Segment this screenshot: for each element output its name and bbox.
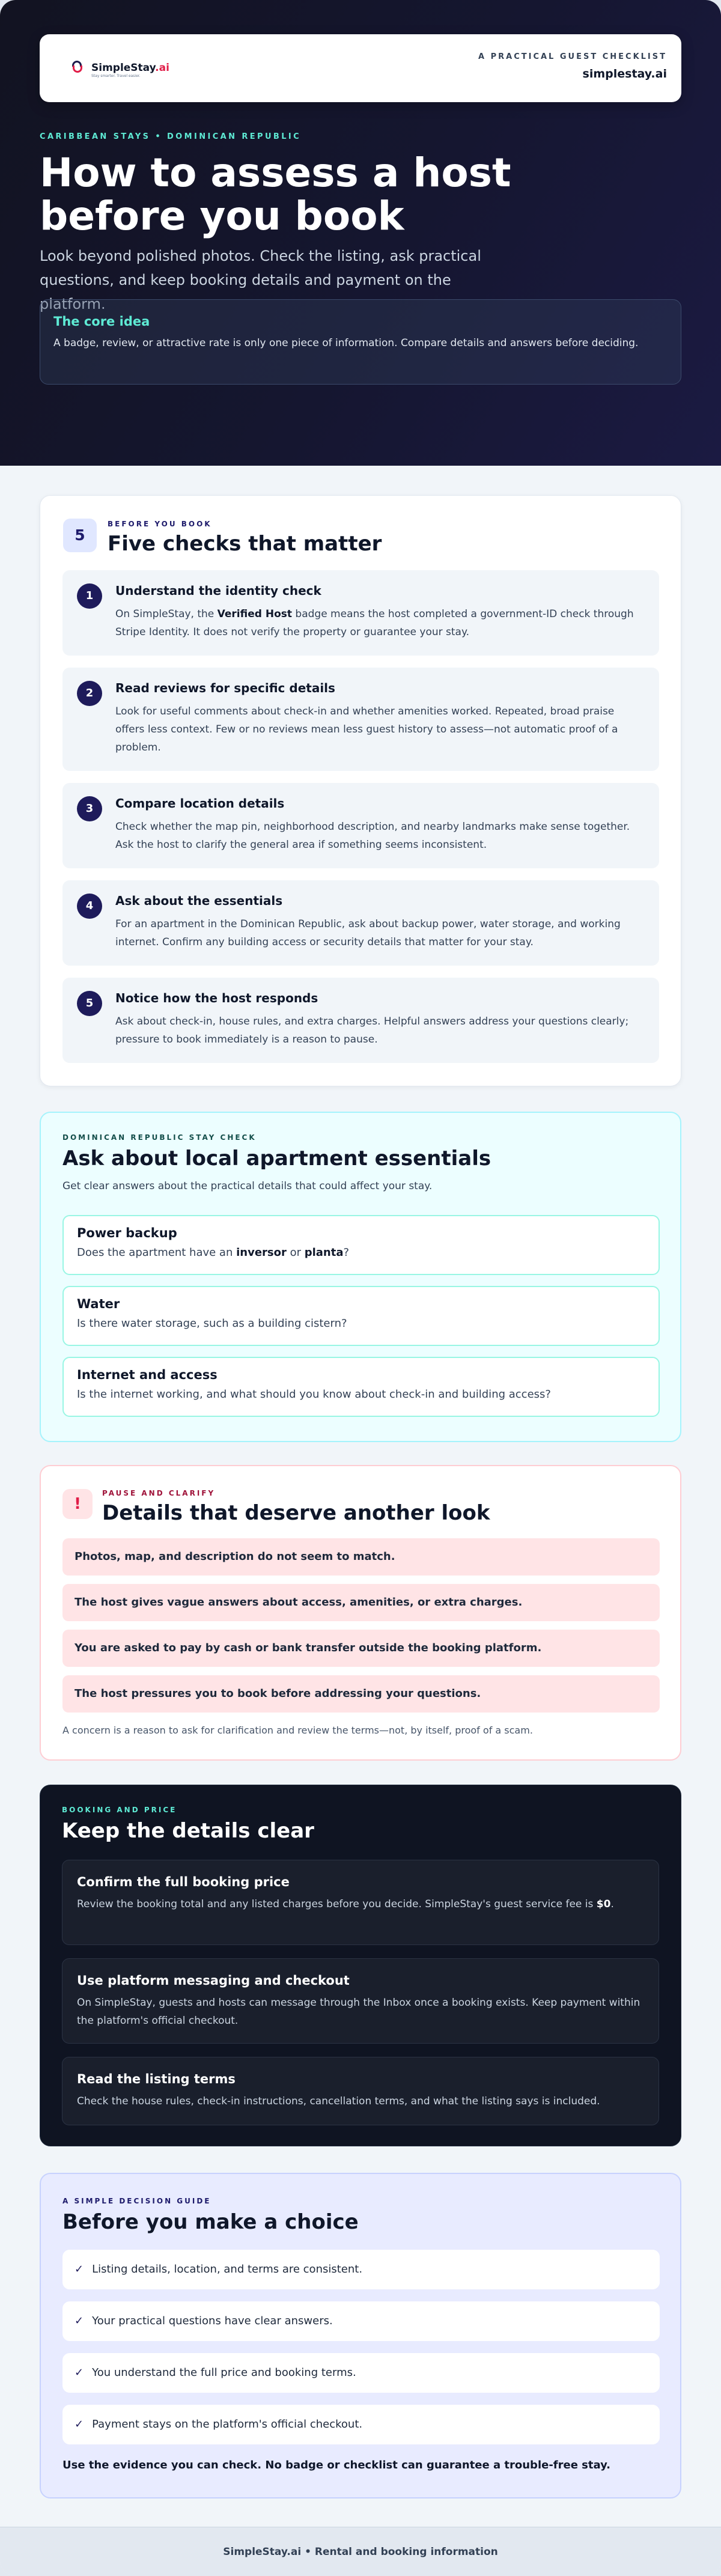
step-number: 1 bbox=[77, 583, 102, 609]
decision-item: ✓ Your practical questions have clear answers. bbox=[62, 2301, 660, 2341]
check-title: Understand the identity check bbox=[115, 583, 321, 598]
section-title: Details that deserve another look bbox=[102, 1501, 490, 1525]
page-title: How to assess a host before you book bbox=[40, 150, 511, 239]
check-item bbox=[62, 668, 659, 771]
hero-section bbox=[0, 0, 721, 466]
check-icon: ✓ bbox=[75, 2366, 84, 2379]
essential-text: Is there water storage, such as a building cistern? bbox=[77, 1317, 347, 1330]
step-number: 5 bbox=[77, 991, 102, 1016]
brand-name: SimpleStay.ai bbox=[91, 62, 169, 74]
booking-item-title: Read the listing terms bbox=[77, 2072, 236, 2086]
brand-tagline: Stay smarter. Travel easier. bbox=[91, 74, 141, 78]
header-domain[interactable]: simplestay.ai bbox=[582, 67, 667, 81]
logo-s-icon bbox=[71, 60, 84, 76]
check-text: Look for useful comments about check-in and whether amenities worked. Repeated, broad praise offers less context. Few or no reviews mean less guest history to assess—not automatic proof of a problem. bbox=[115, 705, 618, 754]
booking-messaging-item bbox=[62, 1958, 659, 2044]
check-title: Compare location details bbox=[115, 796, 285, 811]
section-note: Use the evidence you can check. No badge or checklist can guarantee a trouble-free stay. bbox=[62, 2459, 611, 2471]
decision-item: ✓ Payment stays on the platform's official checkout. bbox=[62, 2405, 660, 2444]
section-subtitle: Get clear answers about the practical details that could affect your stay. bbox=[62, 1180, 433, 1192]
five-checks-card bbox=[40, 495, 681, 1086]
section-title: Five checks that matter bbox=[108, 532, 382, 556]
check-text: Ask about check-in, house rules, and extra charges. Helpful answers address your questions clearly; pressure to book immediately is a reason to pause. bbox=[115, 1015, 629, 1046]
booking-price-item bbox=[62, 1860, 659, 1945]
section-kicker: BOOKING AND PRICE bbox=[62, 1806, 177, 1814]
booking-item-title: Use platform messaging and checkout bbox=[77, 1973, 350, 1988]
check-icon: ✓ bbox=[75, 2418, 84, 2431]
essential-title: Water bbox=[77, 1297, 120, 1311]
check-item bbox=[62, 783, 659, 868]
check-title: Read reviews for specific details bbox=[115, 681, 335, 695]
decision-item: ✓ You understand the full price and booking terms. bbox=[62, 2353, 660, 2393]
essential-title: Internet and access bbox=[77, 1368, 218, 1382]
check-item bbox=[62, 880, 659, 966]
core-idea-box bbox=[40, 299, 681, 385]
essential-power bbox=[62, 1215, 660, 1275]
core-idea-title: The core idea bbox=[53, 314, 150, 329]
alert-icon: ! bbox=[62, 1489, 93, 1519]
brand-logo[interactable] bbox=[71, 57, 169, 79]
count-badge: 5 bbox=[63, 519, 97, 552]
check-item bbox=[62, 978, 659, 1063]
booking-terms-item bbox=[62, 2057, 659, 2125]
decision-guide-card bbox=[40, 2173, 681, 2498]
booking-item-text: Check the house rules, check-in instructions, cancellation terms, and what the listing says is included. bbox=[77, 2095, 600, 2107]
booking-card bbox=[40, 1785, 681, 2146]
section-title: Before you make a choice bbox=[62, 2210, 359, 2234]
check-icon: ✓ bbox=[75, 2315, 84, 2327]
hero-subtitle: Look beyond polished photos. Check the listing, ask practical questions, and keep booking details and payment on the platform. bbox=[40, 248, 481, 312]
header-meta bbox=[478, 52, 667, 81]
check-title: Notice how the host responds bbox=[115, 991, 318, 1005]
check-item bbox=[62, 570, 659, 656]
step-number: 4 bbox=[77, 894, 102, 919]
check-title: Ask about the essentials bbox=[115, 894, 283, 908]
booking-item-text: Review the booking total and any listed charges before you decide. SimpleStay's guest service fee is $0. bbox=[77, 1898, 614, 1910]
hero-kicker: CARIBBEAN STAYS • DOMINICAN REPUBLIC bbox=[40, 132, 302, 141]
header-kicker: A PRACTICAL GUEST CHECKLIST bbox=[478, 52, 667, 61]
section-kicker: DOMINICAN REPUBLIC STAY CHECK bbox=[62, 1133, 257, 1142]
check-text: For an apartment in the Dominican Republic, ask about backup power, water storage, and working internet. Confirm any building access or security details that matter for your stay. bbox=[115, 918, 621, 948]
section-kicker: A SIMPLE DECISION GUIDE bbox=[62, 2197, 211, 2205]
red-flags-card bbox=[40, 1465, 681, 1761]
flag-item: The host pressures you to book before addressing your questions. bbox=[62, 1675, 660, 1713]
essential-internet bbox=[62, 1357, 660, 1417]
essential-water bbox=[62, 1286, 660, 1346]
check-icon: ✓ bbox=[75, 2263, 84, 2276]
essential-text: Does the apartment have an inversor or planta? bbox=[77, 1246, 350, 1259]
booking-item-title: Confirm the full booking price bbox=[77, 1875, 290, 1889]
booking-item-text: On SimpleStay, guests and hosts can message through the Inbox once a booking exists. Keep payment within the platform's official checkout. bbox=[77, 1997, 640, 2027]
section-title: Ask about local apartment essentials bbox=[62, 1146, 491, 1171]
flag-item: The host gives vague answers about access, amenities, or extra charges. bbox=[62, 1584, 660, 1621]
check-text: On SimpleStay, the Verified Host badge means the host completed a government-ID check through Stripe Identity. It does not verify the property or guarantee your stay. bbox=[115, 608, 634, 638]
core-idea-text: A badge, review, or attractive rate is only one piece of information. Compare details and answers before deciding. bbox=[53, 337, 639, 349]
local-essentials-card bbox=[40, 1112, 681, 1442]
decision-item: ✓ Listing details, location, and terms are consistent. bbox=[62, 2250, 660, 2289]
check-text: Check whether the map pin, neighborhood description, and nearby landmarks make sense together. Ask the host to clarify the general area if something seems inconsistent. bbox=[115, 821, 630, 851]
step-number: 2 bbox=[77, 681, 102, 706]
step-number: 3 bbox=[77, 796, 102, 821]
flag-item: Photos, map, and description do not seem to match. bbox=[62, 1538, 660, 1576]
essential-text: Is the internet working, and what should you know about check-in and building access? bbox=[77, 1388, 551, 1401]
section-kicker: PAUSE AND CLARIFY bbox=[102, 1489, 216, 1497]
essential-title: Power backup bbox=[77, 1226, 177, 1240]
section-title: Keep the details clear bbox=[62, 1819, 314, 1843]
page-footer: SimpleStay.ai • Rental and booking information bbox=[0, 2527, 721, 2576]
section-note: A concern is a reason to ask for clarification and review the terms—not, by itself, proof of a scam. bbox=[62, 1725, 533, 1736]
site-header bbox=[40, 34, 681, 102]
flag-item: You are asked to pay by cash or bank transfer outside the booking platform. bbox=[62, 1630, 660, 1667]
section-kicker: BEFORE YOU BOOK bbox=[108, 520, 212, 528]
